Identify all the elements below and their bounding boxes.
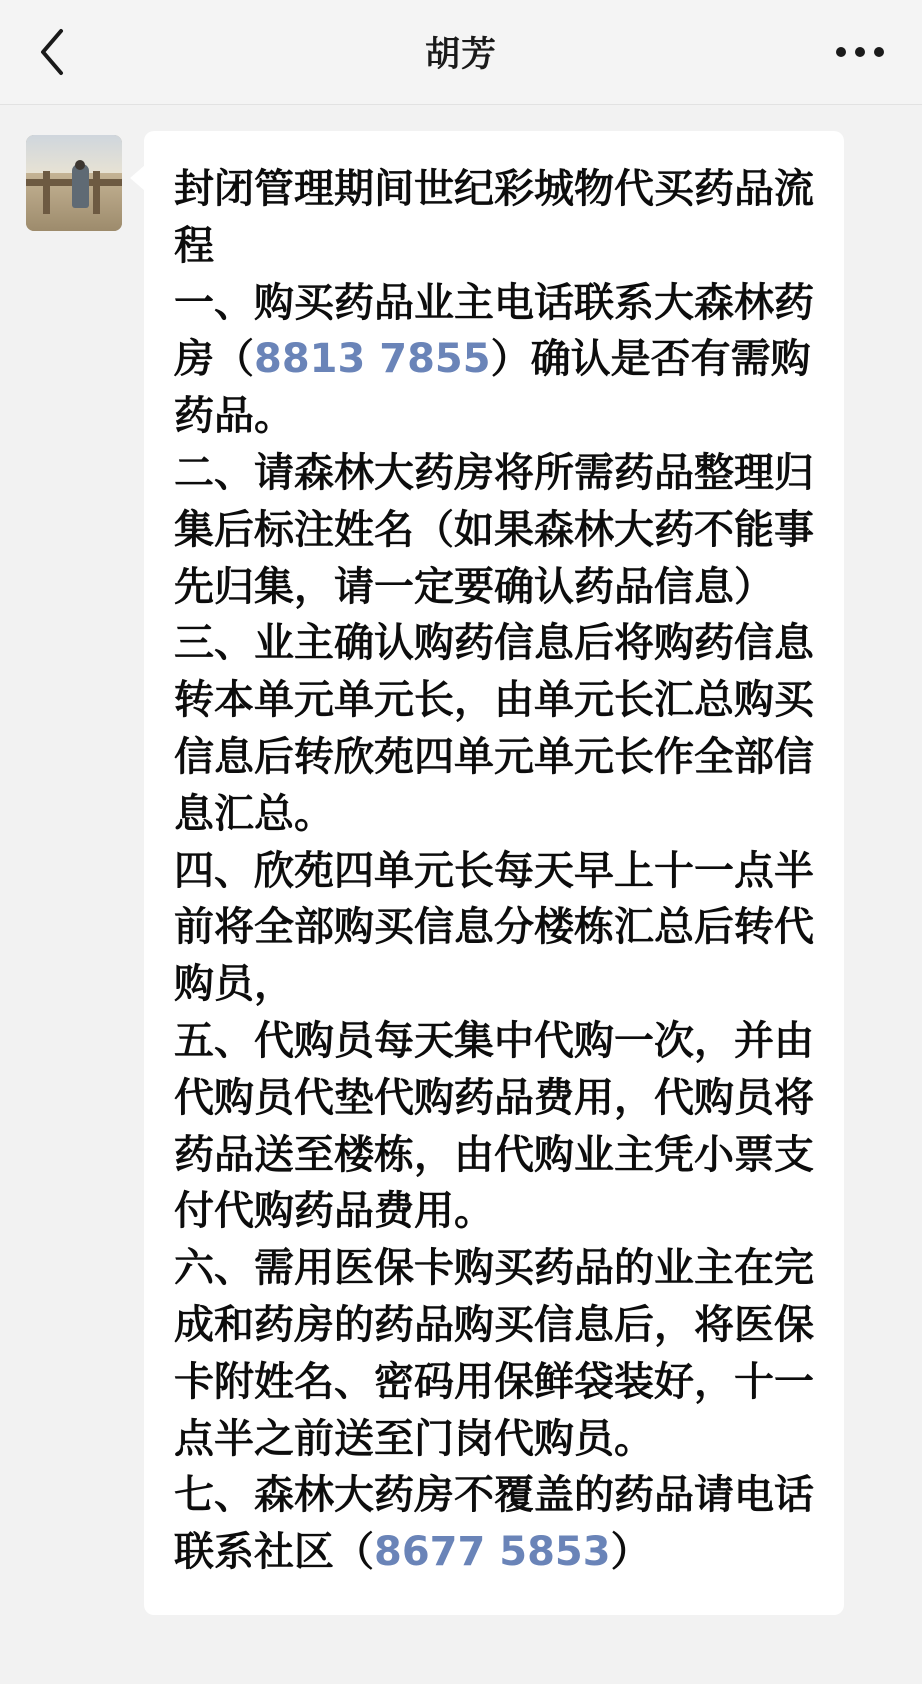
message-list[interactable]: [0, 105, 922, 1684]
more-options-button[interactable]: [832, 39, 888, 65]
avatar-person-body: [72, 164, 89, 208]
chevron-left-icon: [37, 27, 67, 77]
avatar-fence-post-right: [93, 171, 100, 213]
message-bubble[interactable]: [144, 131, 844, 1615]
page-title: 胡芳: [424, 35, 497, 74]
avatar-person-head: [75, 160, 85, 170]
more-dot-1: [836, 47, 846, 57]
more-dot-2: [855, 47, 865, 57]
avatar-fence-post-left: [43, 171, 50, 213]
message-text: 封闭管理期间世纪彩城物代买药品流程 一、购买药品业主电话联系大森林药房（8813 7855）确认是否有需购药品。 二、请森林大药房将所需药品整理归集后标注姓名（如果森林大药不能事先归集，请一定要确认药品信息） 三、业主确认购药信息后将购药信息转本单元单元长，由单元长汇总购买信息后转欣苑四单元单元长作全部信息汇总。 四、欣苑四单元长每天早上十一点半前将全部购买信息分楼栋汇总后转代购员， 五、代购员每天集中代购一次，并由代购员代垫代购药品费用，代购员将药品送至楼栋，由代购业主凭小票支付代购药品费用。 六、需用医保卡购买药品的业主在完成和药房的药品购买信息后，将医保卡附姓名、密码用保鲜袋装好，十一点半之前送至门岗代购员。 七、森林大药房不覆盖的药品请电话联系社区（8677 5853）: [174, 166, 814, 1576]
more-dot-3: [874, 47, 884, 57]
navigation-bar: [0, 0, 922, 105]
message-row: [0, 131, 922, 1615]
back-button[interactable]: [30, 30, 74, 74]
phone-number-link-3[interactable]: 8677 5853: [374, 1529, 611, 1576]
avatar[interactable]: [26, 135, 122, 231]
phone-number-link-1[interactable]: 8813 7855: [254, 336, 491, 383]
